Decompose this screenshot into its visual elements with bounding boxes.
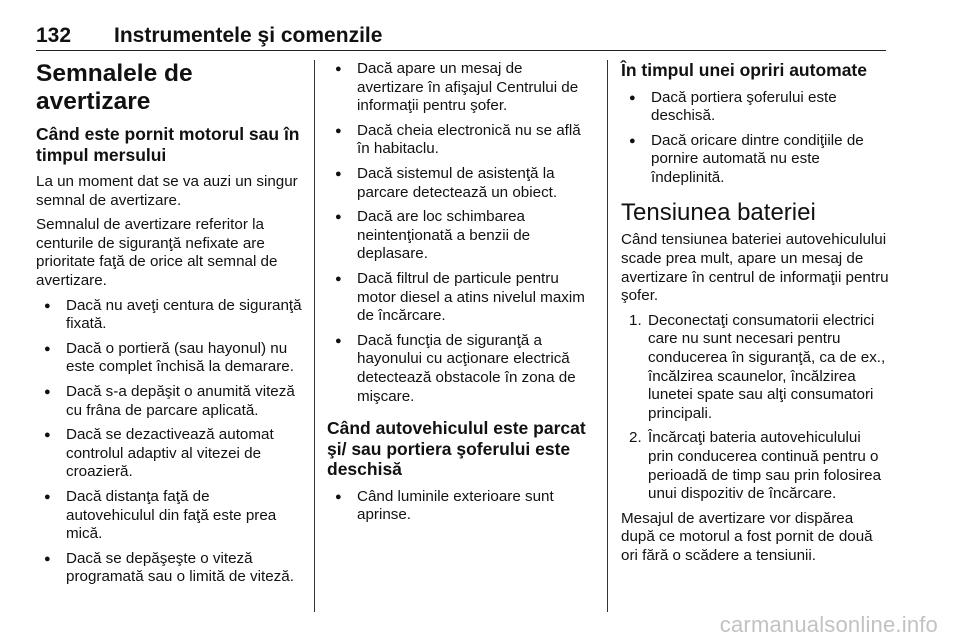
list-item: ● Dacă cheia electronică nu se află în habitaclu.	[327, 122, 593, 159]
list-item: ● Dacă o portieră (sau hayonul) nu este complet închisă la demarare.	[36, 340, 302, 377]
step-text: Deconectaţi consumatorii electrici care nu sunt necesari pentru conducerea în siguranţă, ca de ex., încălzirea scaunelor, încălzirea lunetei spate sau alţi consumatori principali.	[648, 311, 886, 422]
paragraph: Când tensiunea bateriei autovehiculului scade prea mult, apare un mesaj de avertizare în centrul de informaţii pentru şofer.	[621, 231, 889, 305]
header-divider	[36, 50, 886, 51]
step-number: 1.	[629, 311, 642, 329]
column-2	[327, 60, 593, 531]
list-item: ● Dacă se depăşeşte o viteză programată sau o limită de viteză.	[36, 550, 302, 587]
column-divider-1	[314, 60, 315, 612]
subheading-autostop: În timpul unei opriri automate	[621, 60, 867, 80]
page-header	[36, 24, 886, 52]
list-item: ● Dacă nu aveţi centura de siguranţă fixată.	[36, 297, 302, 334]
step-text: Încărcaţi bateria autovehiculului prin conducerea continuă pentru o perioadă de timp sau prin folosirea unui dispozitiv de încărcare.	[648, 429, 882, 503]
list-item: ● Dacă se dezactivează automat controlul adaptiv al vitezei de croazieră.	[36, 426, 302, 482]
bullet-list	[327, 488, 593, 525]
subheading-engine-running: Când este pornit motorul sau în timpul mersului	[36, 124, 300, 165]
list-item: ● Dacă are loc schimbarea neintenţionată a benzii de deplasare.	[327, 208, 593, 264]
paragraph: La un moment dat se va auzi un singur semnal de avertizare.	[36, 173, 298, 209]
paragraph: Mesajul de avertizare vor dispărea după ce motorul a fost pornit de două ori fără o scădere a tensiunii.	[621, 509, 873, 564]
list-item: ● Când luminile exterioare sunt aprinse.	[327, 488, 593, 525]
list-item: ● Dacă s-a depăşit o anumită viteză cu frâna de parcare aplicată.	[36, 383, 302, 420]
list-item: ● Dacă filtrul de particule pentru motor diesel a atins nivelul maxim de încărcare.	[327, 270, 593, 326]
column-divider-2	[607, 60, 608, 612]
numbered-list	[621, 312, 889, 504]
column-1	[36, 60, 302, 593]
list-item: ● Dacă portiera şoferului este deschisă.	[621, 89, 889, 126]
list-item: ● Dacă distanţa faţă de autovehiculul din faţă este prea mică.	[36, 488, 302, 544]
watermark: carmanualsonline.info	[719, 612, 938, 637]
list-item: ● Dacă apare un mesaj de avertizare în afişajul Centrului de informaţii pentru şofer.	[327, 60, 593, 116]
bullet-list	[621, 89, 889, 188]
section-heading-warning-chimes: Semnalele de avertizare	[36, 60, 193, 115]
list-item: ● Dacă oricare dintre condiţiile de pornire automată nu este îndeplinită.	[621, 132, 889, 188]
page-number: 132	[36, 24, 72, 47]
step-number: 2.	[629, 429, 642, 447]
chapter-title: Instrumentele şi comenzile	[114, 24, 383, 47]
list-item: ● Dacă funcţia de siguranţă a hayonului cu acţionare electrică detectează obstacole în zona de mişcare.	[327, 332, 593, 406]
list-item: ● Dacă sistemul de asistenţă la parcare detectează un obiect.	[327, 165, 593, 202]
bullet-list	[36, 297, 302, 587]
column-3	[621, 60, 889, 572]
paragraph: Semnalul de avertizare referitor la centurile de siguranţă nefixate are prioritate faţă de orice alt semnal de avertizare.	[36, 216, 278, 289]
list-item	[621, 312, 889, 424]
list-item	[621, 429, 889, 503]
section-heading-battery-voltage: Tensiunea bateriei	[621, 199, 816, 227]
subheading-vehicle-parked: Când autovehiculul este parcat şi/ sau portiera şoferului este deschisă	[327, 418, 586, 480]
bullet-list	[327, 60, 593, 406]
